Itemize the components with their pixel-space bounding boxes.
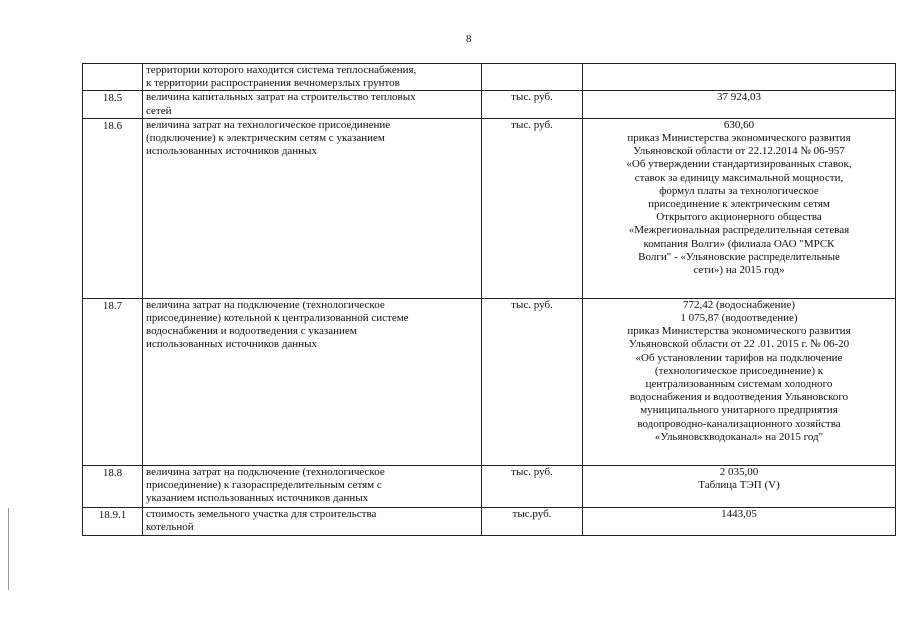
value-line: централизованным системам холодного bbox=[645, 378, 833, 391]
description-line: стоимость земельного участка для строительства bbox=[146, 507, 377, 520]
row-description bbox=[143, 64, 482, 91]
value-line: 1 075,87 (водоотведение) bbox=[680, 312, 798, 325]
value-line: ставок за единицу максимальной мощности, bbox=[634, 171, 844, 184]
value-line: приказ Министерства экономического развития bbox=[627, 132, 851, 145]
row-number: 18.5 bbox=[83, 91, 143, 118]
row-value bbox=[583, 64, 896, 91]
value-line: 2 035,00 bbox=[719, 465, 759, 478]
description-line: использованных источников данных bbox=[146, 338, 317, 351]
row-number: 18.9.1 bbox=[83, 507, 143, 535]
table-row bbox=[83, 298, 896, 465]
value-line: Волги" - «Ульяновские распределительные bbox=[638, 250, 840, 263]
table-row bbox=[83, 64, 896, 91]
table-row bbox=[83, 465, 896, 507]
description-line: величина затрат на подключение (технологическое bbox=[146, 298, 385, 311]
row-value bbox=[583, 91, 896, 118]
row-description bbox=[143, 465, 482, 507]
row-value bbox=[583, 118, 896, 298]
row-unit: тыс. руб. bbox=[482, 118, 583, 298]
description-line: указанием использованных источников данных bbox=[146, 492, 369, 505]
page-number: 8 bbox=[466, 33, 472, 45]
description-line: использованных источников данных bbox=[146, 145, 317, 158]
row-value bbox=[583, 298, 896, 465]
data-table bbox=[82, 63, 896, 536]
table-row bbox=[83, 118, 896, 298]
value-line: (технологическое присоединение) к bbox=[654, 364, 824, 377]
description-line: сетей bbox=[146, 104, 172, 117]
value-line: 630,60 bbox=[723, 118, 755, 131]
value-line: 1443,05 bbox=[721, 507, 757, 520]
row-unit: тыс.руб. bbox=[482, 507, 583, 535]
margin-line bbox=[8, 508, 9, 590]
description-line: водоснабжения и водоотведения с указанием bbox=[146, 325, 357, 338]
value-line: компания Волги» (филиала ОАО "МРСК bbox=[643, 237, 835, 250]
value-line: формул платы за технологическое bbox=[659, 184, 819, 197]
value-line: приказ Министерства экономического развития bbox=[627, 325, 851, 338]
value-line: «Об установлении тарифов на подключение bbox=[635, 351, 843, 364]
value-line: Ульяновской области от 22 .01. 2015 г. № 06-20 bbox=[628, 338, 850, 351]
description-line: к территории распространения вечномерзлых грунтов bbox=[146, 77, 400, 90]
row-number: 18.8 bbox=[83, 465, 143, 507]
value-line: водопроводно-канализационного хозяйства bbox=[637, 417, 841, 430]
value-line: муниципального унитарного предприятия bbox=[640, 404, 838, 417]
value-line: «Межрегиональная распределительная сетевая bbox=[628, 224, 850, 237]
description-line: величина капитальных затрат на строительство тепловых bbox=[146, 91, 416, 104]
value-line: «Ульяновскводоканал» на 2015 год" bbox=[654, 430, 824, 443]
value-line: сети») на 2015 год» bbox=[693, 264, 785, 277]
value-line: Ульяновской области от 22.12.2014 № 06-957 bbox=[633, 145, 845, 158]
row-unit bbox=[482, 64, 583, 91]
row-description bbox=[143, 507, 482, 535]
description-line: (подключение) к электрическим сетям с указанием bbox=[146, 132, 385, 145]
value-line: водоснабжения и водоотведения Ульяновского bbox=[629, 391, 849, 404]
description-line: величина затрат на подключение (технологическое bbox=[146, 465, 385, 478]
row-description bbox=[143, 298, 482, 465]
description-line: территории которого находится система теплоснабжения, bbox=[146, 64, 417, 76]
row-unit: тыс. руб. bbox=[482, 465, 583, 507]
row-description bbox=[143, 118, 482, 298]
value-line: «Об утверждении стандартизированных ставок, bbox=[626, 158, 852, 171]
row-number: 18.6 bbox=[83, 118, 143, 298]
description-line: присоединение) котельной к централизованной системе bbox=[146, 312, 409, 325]
row-description bbox=[143, 91, 482, 118]
row-number: 18.7 bbox=[83, 298, 143, 465]
table-row bbox=[83, 507, 896, 535]
description-line: присоединение) к газораспределительным сетям с bbox=[146, 479, 382, 492]
value-line: Таблица ТЭП (V) bbox=[698, 479, 780, 492]
row-value bbox=[583, 465, 896, 507]
table-row bbox=[83, 91, 896, 118]
value-line: 772,42 (водоснабжение) bbox=[683, 298, 795, 311]
value-line: присоединение к электрическим сетям bbox=[648, 198, 830, 211]
row-unit: тыс. руб. bbox=[482, 91, 583, 118]
value-line: 37 924,03 bbox=[717, 91, 761, 104]
row-unit: тыс. руб. bbox=[482, 298, 583, 465]
description-line: величина затрат на технологическое присоединение bbox=[146, 118, 391, 131]
row-number bbox=[83, 64, 143, 91]
description-line: котельной bbox=[146, 521, 194, 534]
row-value bbox=[583, 507, 896, 535]
value-line: Открытого акционерного общества bbox=[656, 211, 822, 224]
